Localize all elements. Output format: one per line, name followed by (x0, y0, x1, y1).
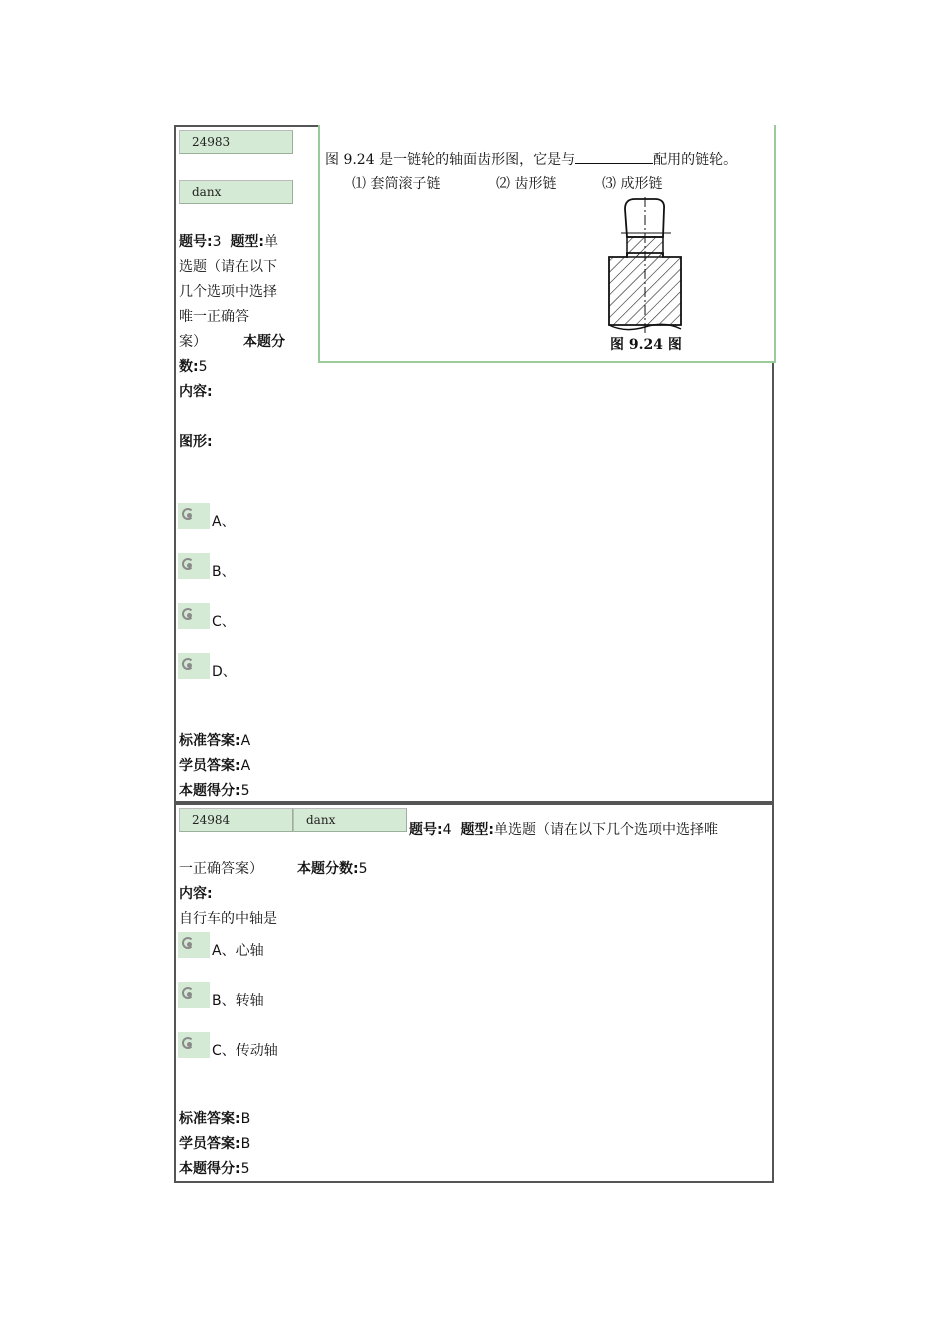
num-value: 3 (212, 234, 222, 250)
score-value: 5 (358, 861, 368, 877)
radio-button-icon[interactable] (178, 982, 210, 1008)
earned-score: 5 (240, 1161, 250, 1177)
question-id-text: 24983 (192, 135, 231, 149)
student-answer-label: 学员答案: (179, 758, 241, 774)
student-answer: A (240, 758, 251, 774)
question-figure-image (318, 125, 776, 363)
option-c[interactable] (178, 603, 258, 637)
question-4-header (409, 818, 769, 843)
option-b[interactable] (178, 982, 298, 1016)
option-a[interactable] (178, 932, 298, 966)
num-label: 题号: (409, 822, 443, 838)
content-label: 内容: (179, 384, 213, 400)
radio-button-icon[interactable] (178, 932, 210, 958)
option-label: C、 (212, 614, 236, 630)
question-3-header (179, 230, 295, 455)
earned-score-label: 本题得分: (179, 783, 241, 799)
question-4-panel (174, 803, 774, 1183)
standard-answer-label: 标准答案: (179, 1111, 241, 1127)
radio-button-icon[interactable] (178, 653, 210, 679)
radio-button-icon[interactable] (178, 503, 210, 529)
question-id-text: 24984 (192, 813, 231, 827)
figure-option-1: ⑴ 套筒滚子链 (352, 176, 441, 192)
type-text: 单 (264, 234, 279, 250)
option-label: D、 (212, 664, 237, 680)
figure-caption: 图 9.24 图 (610, 337, 682, 353)
type-text: 几个选项中选择 (179, 284, 277, 300)
type-text: 唯一正确答 (179, 309, 249, 325)
type-code-text: danx (192, 185, 222, 199)
option-b[interactable] (178, 553, 258, 587)
radio-button-icon[interactable] (178, 1032, 210, 1058)
score-label: 数: (179, 359, 199, 375)
option-label: A、心轴 (212, 943, 264, 959)
graphic-label: 图形: (179, 434, 213, 450)
option-c[interactable] (178, 1032, 298, 1066)
standard-answer-label: 标准答案: (179, 733, 241, 749)
question-id-field[interactable] (179, 130, 293, 154)
type-text: 案） (179, 334, 207, 350)
type-label: 题型: (460, 822, 495, 838)
standard-answer: A (240, 733, 251, 749)
type-text: 一正确答案） (179, 861, 263, 877)
option-label: B、 (212, 564, 236, 580)
score-label: 本题分数: (297, 861, 359, 877)
question-4-header-cont (179, 857, 769, 932)
earned-score-label: 本题得分: (179, 1161, 241, 1177)
student-answer: B (240, 1136, 251, 1152)
question-type-code-field[interactable] (293, 808, 407, 832)
question-4-results (179, 1107, 379, 1182)
type-code-text: danx (306, 813, 336, 827)
earned-score: 5 (240, 783, 250, 799)
num-label: 题号: (179, 234, 213, 250)
radio-button-icon[interactable] (178, 603, 210, 629)
figure-option-2: ⑵ 齿形链 (496, 176, 557, 192)
num-value: 4 (442, 822, 452, 838)
sprocket-tooth-drawing (605, 197, 690, 337)
option-label: A、 (212, 514, 236, 530)
student-answer-label: 学员答案: (179, 1136, 241, 1152)
score-label: 本题分 (243, 334, 285, 350)
radio-button-icon[interactable] (178, 553, 210, 579)
type-text: 单选题（请在以下几个选项中选择唯 (494, 822, 719, 838)
figure-option-3: ⑶ 成形链 (602, 176, 663, 192)
option-d[interactable] (178, 653, 258, 687)
type-label: 题型: (230, 234, 265, 250)
question-id-field[interactable] (179, 808, 293, 832)
question-type-code-field[interactable] (179, 180, 293, 204)
score-value: 5 (198, 359, 208, 375)
option-label: C、传动轴 (212, 1043, 278, 1059)
question-text: 自行车的中轴是 (179, 911, 277, 927)
question-3-results (179, 729, 379, 804)
option-label: B、转轴 (212, 993, 264, 1009)
figure-question-line: 图 9.24 是一链轮的轴面齿形图，它是与 配用的链轮。 (325, 152, 738, 168)
option-a[interactable] (178, 503, 258, 537)
question-3-panel (174, 125, 774, 803)
content-label: 内容: (179, 886, 213, 902)
type-text: 选题（请在以下 (179, 259, 277, 275)
standard-answer: B (240, 1111, 251, 1127)
